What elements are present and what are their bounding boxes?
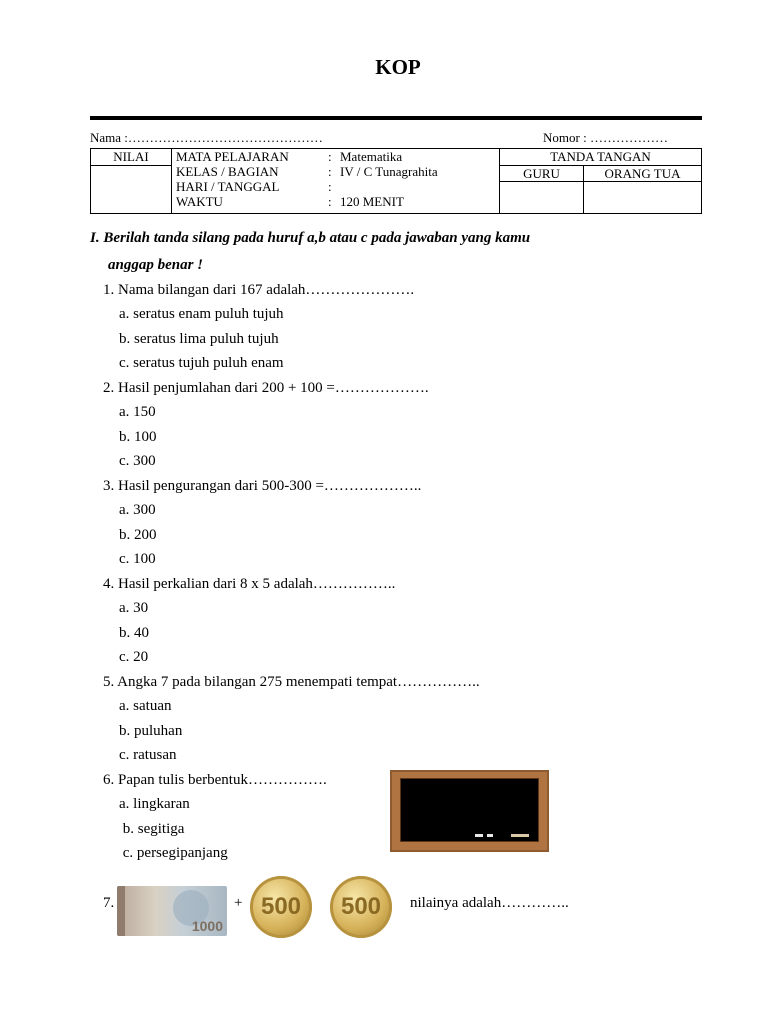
question-4: 4. Hasil perkalian dari 8 x 5 adalah…………….. bbox=[103, 576, 396, 592]
info-label: MATA PELAJARAN bbox=[176, 149, 289, 164]
info-value: 120 MENIT bbox=[340, 194, 404, 209]
info-sep: : bbox=[328, 164, 332, 179]
orang-tua-label: ORANG TUA bbox=[584, 166, 701, 182]
info-table bbox=[90, 148, 702, 214]
info-label: WAKTU bbox=[176, 194, 223, 209]
option: b. puluhan bbox=[119, 723, 183, 739]
info-value: IV / C Tunagrahita bbox=[340, 164, 438, 179]
option: b. segitiga bbox=[119, 821, 185, 837]
banknote-value: 1000 bbox=[191, 918, 223, 934]
header-rule bbox=[90, 116, 702, 120]
option: a. 300 bbox=[119, 502, 156, 518]
question-7: 7. bbox=[103, 895, 115, 911]
option: a. lingkaran bbox=[119, 796, 190, 812]
subject-info-cell bbox=[172, 149, 500, 214]
coin-value: 500 bbox=[260, 893, 302, 920]
coin-value: 500 bbox=[340, 893, 382, 920]
question-3: 3. Hasil pengurangan dari 500-300 =……………….. bbox=[103, 478, 422, 494]
info-value: Matematika bbox=[340, 149, 403, 164]
question-2: 2. Hasil penjumlahan dari 200 + 100 =………………. bbox=[103, 380, 429, 396]
chalk-icon bbox=[475, 834, 483, 837]
nilai-cell bbox=[91, 149, 172, 214]
option: b. seratus lima puluh tujuh bbox=[119, 331, 279, 347]
tanda-tangan-header bbox=[500, 149, 702, 166]
guru-label: GURU bbox=[500, 166, 583, 182]
nilai-label: NILAI bbox=[91, 149, 171, 166]
info-value bbox=[340, 179, 499, 194]
option: c. persegipanjang bbox=[119, 845, 228, 861]
coin-500-image bbox=[330, 876, 392, 938]
nomor-field: Nomor : ……………… bbox=[543, 130, 668, 145]
chalk-icon bbox=[487, 834, 493, 837]
info-label: HARI / TANGGAL bbox=[176, 179, 280, 194]
info-sep: : bbox=[328, 149, 332, 164]
option: b. 40 bbox=[119, 625, 149, 641]
option: a. satuan bbox=[119, 698, 172, 714]
banknote-1000-image bbox=[117, 886, 227, 936]
page-title: KOP bbox=[375, 55, 421, 79]
question-7-tail: nilainya adalah………….. bbox=[410, 895, 569, 911]
nama-field: Nama :……………………………………… bbox=[90, 130, 323, 145]
option: c. 20 bbox=[119, 649, 149, 665]
instruction-line-2: anggap benar ! bbox=[108, 257, 204, 273]
info-label: KELAS / BAGIAN bbox=[176, 164, 279, 179]
plus-sign: + bbox=[234, 895, 243, 911]
question-6: 6. Papan tulis berbentuk……………. bbox=[103, 772, 327, 788]
orang-tua-cell bbox=[584, 166, 702, 214]
instruction-line-1: I. Berilah tanda silang pada huruf a,b atau c pada jawaban yang kamu bbox=[90, 230, 531, 246]
question-5: 5. Angka 7 pada bilangan 275 menempati tempat…………….. bbox=[103, 674, 480, 690]
option: b. 200 bbox=[119, 527, 157, 543]
guru-cell bbox=[500, 166, 584, 214]
option: a. seratus enam puluh tujuh bbox=[119, 306, 284, 322]
option: a. 150 bbox=[119, 404, 156, 420]
option: c. 100 bbox=[119, 551, 156, 567]
question-1: 1. Nama bilangan dari 167 adalah…………………. bbox=[103, 282, 415, 298]
blackboard-image bbox=[390, 770, 549, 852]
info-sep: : bbox=[328, 194, 332, 209]
eraser-icon bbox=[511, 834, 529, 837]
info-sep: : bbox=[328, 179, 332, 194]
coin-500-image bbox=[250, 876, 312, 938]
banknote-edge bbox=[117, 886, 125, 936]
option: a. 30 bbox=[119, 600, 149, 616]
option: c. 300 bbox=[119, 453, 156, 469]
option: c. seratus tujuh puluh enam bbox=[119, 355, 284, 371]
tanda-tangan-label: TANDA TANGAN bbox=[550, 149, 651, 164]
option: b. 100 bbox=[119, 429, 157, 445]
blackboard-surface bbox=[400, 778, 539, 842]
option: c. ratusan bbox=[119, 747, 177, 763]
